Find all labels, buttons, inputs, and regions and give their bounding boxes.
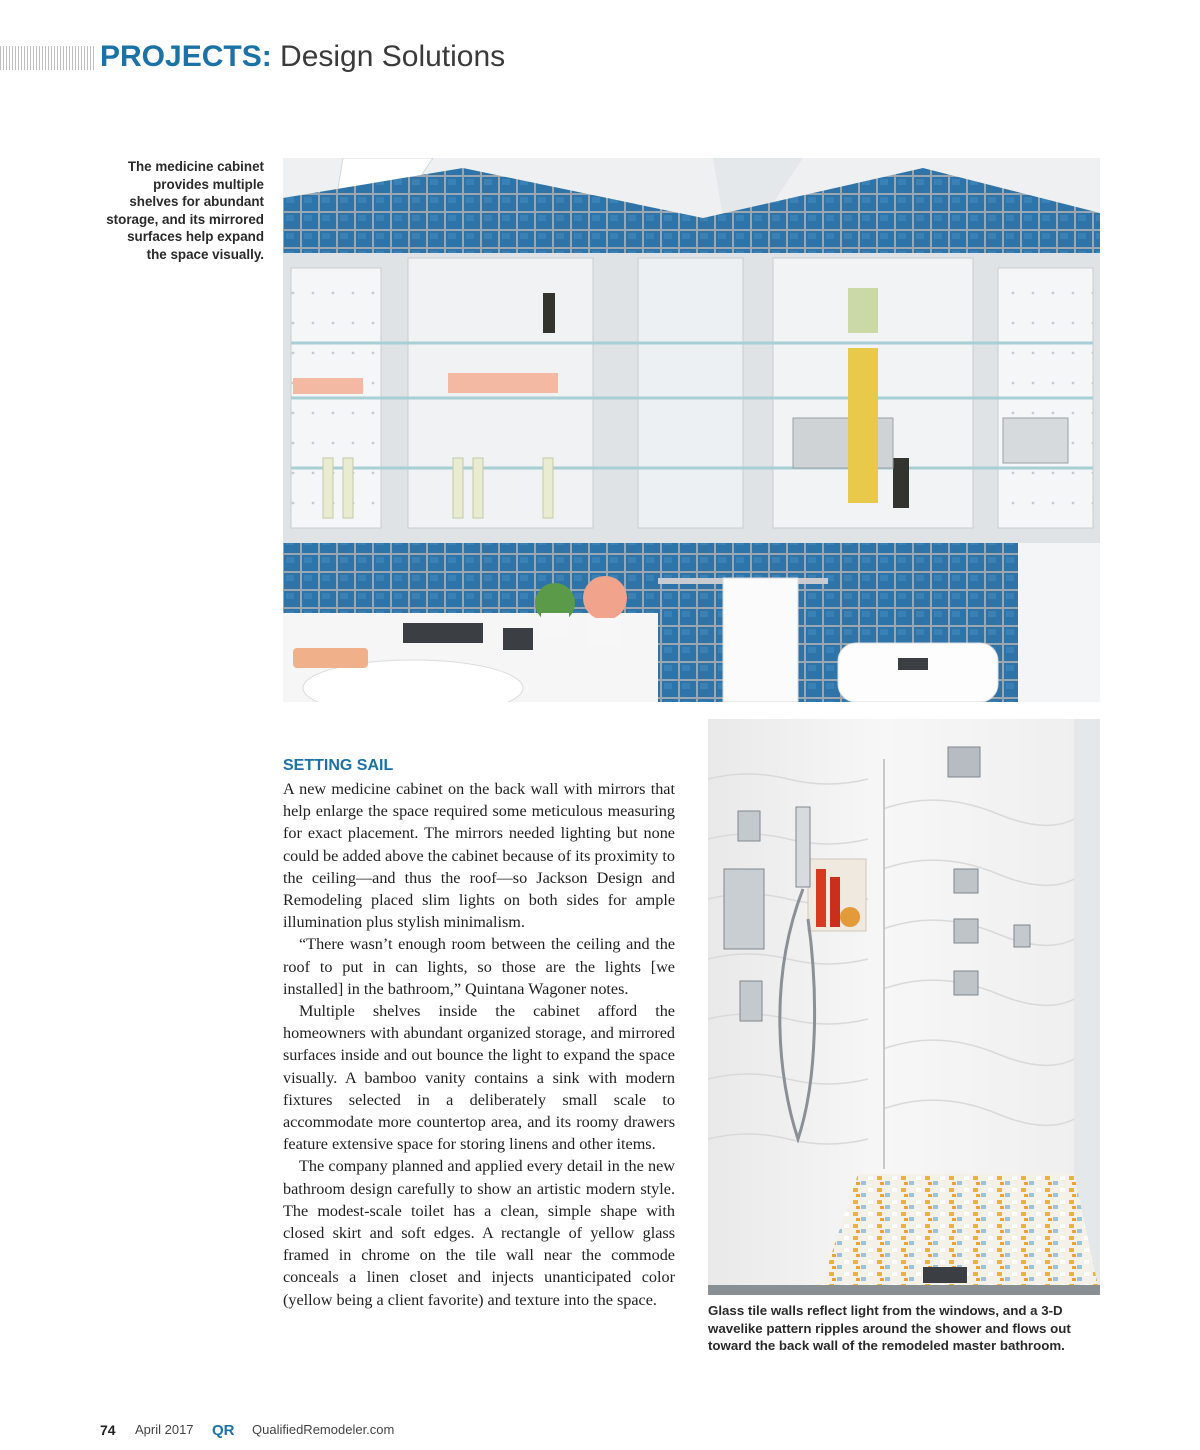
shower-photo xyxy=(708,719,1100,1295)
cabinet-photo-caption: The medicine cabinet provides multiple shelves for abundant storage, and its mirrored surfaces help expand the space visually. xyxy=(106,159,264,262)
header-hatch-decoration xyxy=(0,46,96,70)
page-header xyxy=(0,38,560,78)
article-body xyxy=(283,756,675,1311)
section-heading: SETTING SAIL xyxy=(283,757,394,774)
magazine-logo: QR xyxy=(212,1422,235,1439)
page-number: 74 xyxy=(100,1422,116,1438)
medicine-cabinet-illustration xyxy=(283,158,1100,702)
medicine-cabinet-photo xyxy=(283,158,1100,702)
website-link[interactable]: QualifiedRemodeler.com xyxy=(252,1422,395,1437)
article-paragraph-4: The company planned and applied every detail in the new bathroom design carefully to show an artistic modern style. The modest-scale toilet has a clean, simple shape with closed skirt and soft edges. A rectangle of yellow glass framed in chrome on the tile wall near the commode conceals a linen closet and injects unanticipated color (yellow being a client favorite) and texture into the space. xyxy=(283,1157,675,1309)
article-paragraph-1: A new medicine cabinet on the back wall with mirrors that help enlarge the space required some meticulous measuring for exact placement. The mirrors needed lighting but none could be added above the cabinet because of its proximity to the ceiling—and thus the roof—so Jackson Design and Remodeling placed slim lights on both sides for ample illumination plus stylish minimalism. xyxy=(283,780,675,932)
shower-illustration xyxy=(708,719,1100,1295)
article-paragraph-2: “There wasn’t enough room between the ceiling and the roof to put in can lights, so those are the lights [we installed] in the bathroom,” Quintana Wagoner notes. xyxy=(283,935,675,998)
issue-date: April 2017 xyxy=(135,1422,194,1437)
section-subtitle: Design Solutions xyxy=(280,40,506,73)
section-label: PROJECTS: xyxy=(100,40,272,73)
article-paragraph-3: Multiple shelves inside the cabinet afford the homeowners with abundant organized storage, and mirrored surfaces inside and out bounce the light to expand the space visually. A bamboo vanity contains a sink with modern fixtures selected in a deliberately small scale to accommodate more countertop area, and its roomy drawers feature extensive space for storing linens and other items. xyxy=(283,1002,675,1154)
section-title xyxy=(100,38,505,76)
shower-photo-caption: Glass tile walls reflect light from the windows, and a 3-D wavelike pattern ripples around the shower and flows out toward the back wall of the remodeled master bathroom. xyxy=(708,1303,1071,1354)
